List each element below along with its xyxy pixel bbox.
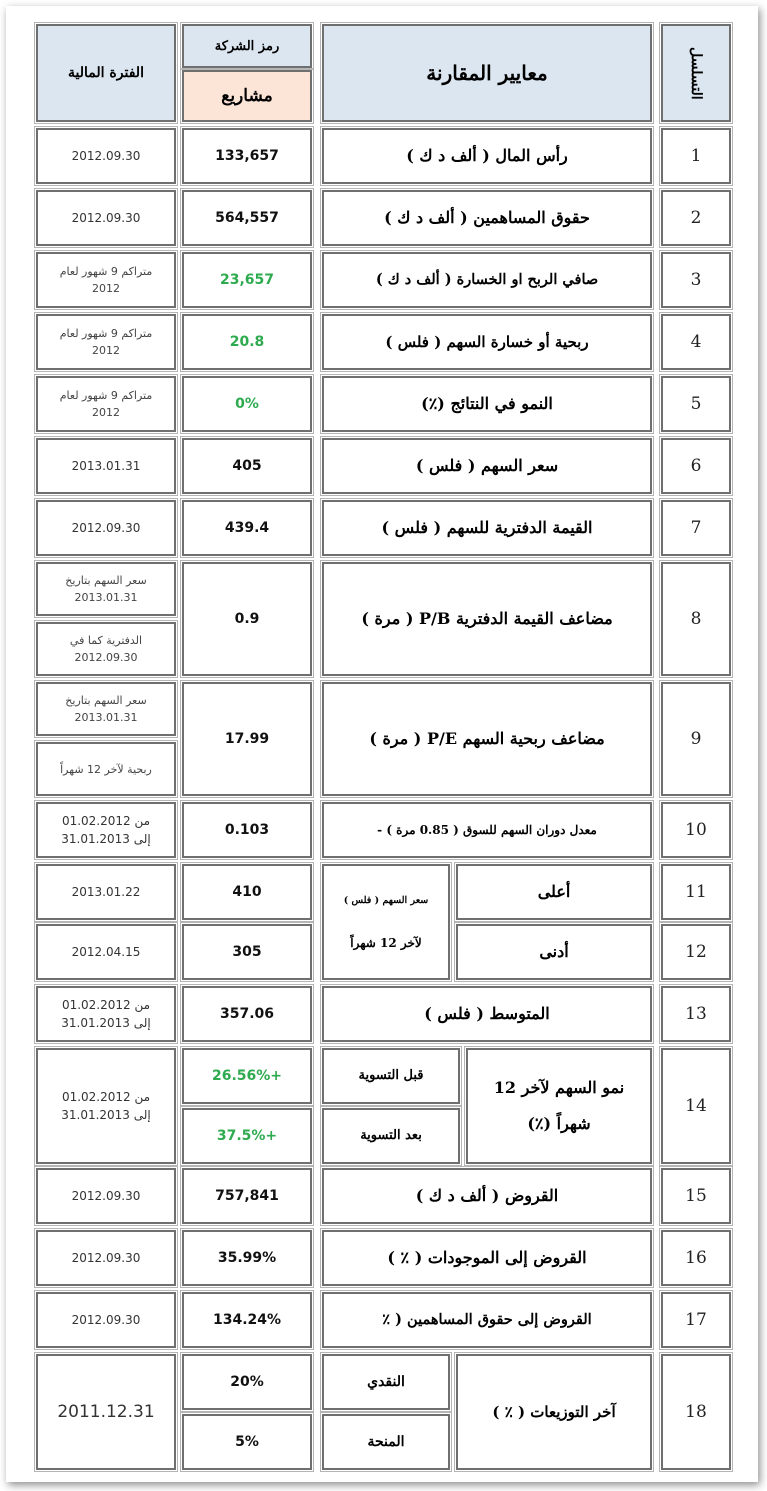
sub-label-after: بعد التسوية	[322, 1108, 460, 1164]
criterion-label: حقوق المساهمين ( ألف د ك )	[322, 190, 652, 246]
period-cell: 2012.09.30	[36, 500, 176, 556]
criterion-label-high: أعلى	[456, 864, 652, 920]
row-number: 11	[661, 864, 731, 920]
row-number: 13	[661, 986, 731, 1042]
criterion-label: مضاعف القيمة الدفترية P/B ( مرة )	[322, 562, 652, 676]
period-cell: ربحية لآخر 12 شهراً	[36, 742, 176, 796]
row-number: 6	[661, 438, 731, 494]
criterion-label-low: أدنى	[456, 924, 652, 980]
criterion-label: رأس المال ( ألف د ك )	[322, 128, 652, 184]
row-number: 15	[661, 1168, 731, 1224]
period-cell: 2012.09.30	[36, 128, 176, 184]
value-cell: 5%	[182, 1414, 312, 1470]
period-from: من 01.02.2012	[61, 814, 151, 828]
row-number: 14	[661, 1048, 731, 1164]
period-cell: الدفترية كما في 2012.09.30	[36, 622, 176, 676]
criterion-label: القروض إلى الموجودات ( ٪ )	[322, 1230, 652, 1286]
header-company-code: مشاريع	[182, 70, 312, 122]
row-number: 8	[661, 562, 731, 676]
value-cell: 757,841	[182, 1168, 312, 1224]
sub-label-bonus: المنحة	[322, 1414, 450, 1470]
period-cell: سعر السهم بتاريخ 2013.01.31	[36, 562, 176, 616]
value-cell: 405	[182, 438, 312, 494]
period-cell	[36, 802, 176, 858]
period-cell: 2012.09.30	[36, 1292, 176, 1348]
period-cell: سعر السهم بتاريخ 2013.01.31	[36, 682, 176, 736]
comparison-sheet	[6, 6, 758, 1482]
value-cell: 357.06	[182, 986, 312, 1042]
header-period: الفترة المالية	[36, 24, 176, 122]
period-to: إلى 31.01.2013	[61, 1108, 151, 1122]
value-cell: 26.56%+	[182, 1048, 312, 1104]
row-number: 7	[661, 500, 731, 556]
criterion-label: مضاعف ربحية السهم P/E ( مرة )	[322, 682, 652, 796]
value-cell: 17.99	[182, 682, 312, 796]
period-cell: متراكم 9 شهور لعام 2012	[36, 314, 176, 370]
period-to: إلى 31.01.2013	[61, 832, 151, 846]
value-cell: 20.8	[182, 314, 312, 370]
value-cell: 37.5%+	[182, 1108, 312, 1164]
row-number: 12	[661, 924, 731, 980]
row-number: 2	[661, 190, 731, 246]
criterion-label: نمو السهم لآخر 12 شهراً (٪)	[466, 1048, 652, 1164]
period-to: إلى 31.01.2013	[61, 1016, 151, 1030]
value-cell: 20%	[182, 1354, 312, 1410]
price-group-label-b: لآخر 12 شهراً	[350, 936, 422, 950]
value-cell: 410	[182, 864, 312, 920]
period-cell: 2013.01.22	[36, 864, 176, 920]
value-cell: 0%	[182, 376, 312, 432]
value-cell: 23,657	[182, 252, 312, 308]
header-criteria: معايير المقارنة	[322, 24, 652, 122]
value-cell: 0.103	[182, 802, 312, 858]
row-number: 17	[661, 1292, 731, 1348]
criterion-label: المتوسط ( فلس )	[322, 986, 652, 1042]
value-cell: 305	[182, 924, 312, 980]
period-from: من 01.02.2012	[61, 998, 151, 1012]
period-cell: 2013.01.31	[36, 438, 176, 494]
header-seq: التسلسل	[661, 24, 731, 122]
row-number: 16	[661, 1230, 731, 1286]
value-cell: 134.24%	[182, 1292, 312, 1348]
value-cell: 439.4	[182, 500, 312, 556]
header-company-code-label: رمز الشركة	[182, 24, 312, 68]
criterion-label: آخر التوزيعات ( ٪ )	[456, 1354, 652, 1470]
value-cell: 133,657	[182, 128, 312, 184]
value-cell: 0.9	[182, 562, 312, 676]
criterion-label: ربحية أو خسارة السهم ( فلس )	[322, 314, 652, 370]
criterion-label: سعر السهم ( فلس )	[322, 438, 652, 494]
criterion-label: صافي الربح او الخسارة ( ألف د ك )	[322, 252, 652, 308]
period-cell: 2012.04.15	[36, 924, 176, 980]
sub-label-before: قبل التسوية	[322, 1048, 460, 1104]
row-number: 9	[661, 682, 731, 796]
period-cell: 2012.09.30	[36, 190, 176, 246]
period-from: من 01.02.2012	[61, 1090, 151, 1104]
period-cell	[36, 1048, 176, 1164]
criterion-label: النمو في النتائج (٪)	[322, 376, 652, 432]
row-number: 5	[661, 376, 731, 432]
period-cell: 2012.09.30	[36, 1168, 176, 1224]
price-group-label	[322, 864, 450, 980]
criterion-label: معدل دوران السهم للسوق ( 0.85 مرة ) -	[322, 802, 652, 858]
period-cell: 2012.09.30	[36, 1230, 176, 1286]
criterion-label: القيمة الدفترية للسهم ( فلس )	[322, 500, 652, 556]
row-number: 18	[661, 1354, 731, 1470]
value-cell: 35.99%	[182, 1230, 312, 1286]
period-cell	[36, 986, 176, 1042]
row-number: 10	[661, 802, 731, 858]
criterion-label: القروض ( ألف د ك )	[322, 1168, 652, 1224]
sub-label-cash: النقدي	[322, 1354, 450, 1410]
period-cell: متراكم 9 شهور لعام 2012	[36, 376, 176, 432]
price-group-label-a: سعر السهم ( فلس )	[343, 895, 429, 906]
criterion-label: القروض إلى حقوق المساهمين ( ٪	[322, 1292, 652, 1348]
period-cell: 2011.12.31	[36, 1354, 176, 1470]
period-cell: متراكم 9 شهور لعام 2012	[36, 252, 176, 308]
value-cell: 564,557	[182, 190, 312, 246]
row-number: 3	[661, 252, 731, 308]
row-number: 4	[661, 314, 731, 370]
row-number: 1	[661, 128, 731, 184]
